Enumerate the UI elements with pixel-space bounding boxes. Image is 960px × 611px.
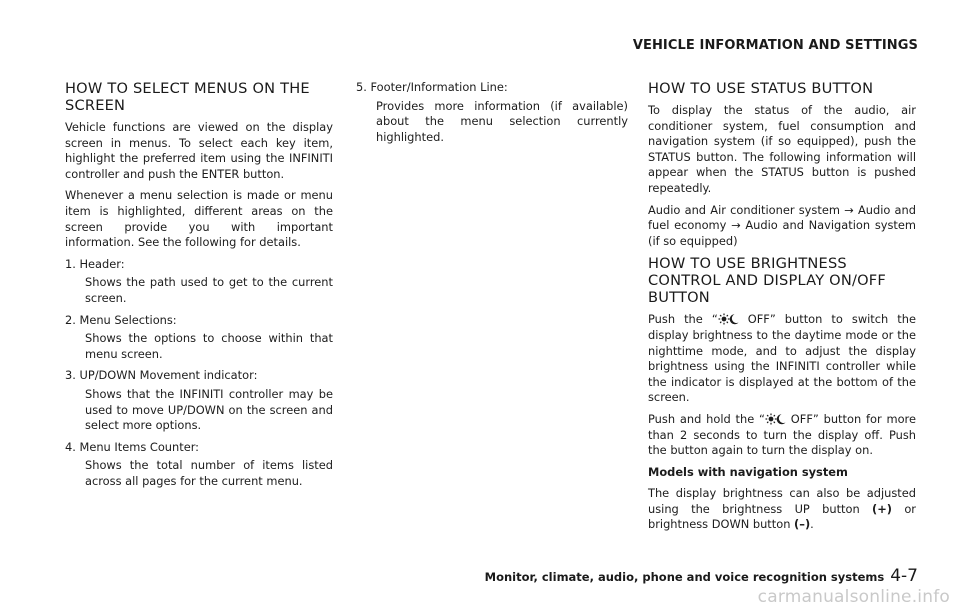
list-item <box>65 313 333 363</box>
list-item <box>65 257 333 307</box>
list-item-desc: Shows the path used to get to the current screen. <box>85 275 333 305</box>
text-run: Push the “ <box>648 312 718 327</box>
list-item-title: 4. Menu Items Counter: <box>65 439 200 454</box>
list-item-title: 3. UP/DOWN Movement indicator: <box>65 368 258 383</box>
list-item <box>65 440 333 490</box>
page-number: 4-7 <box>890 566 918 586</box>
list-item-desc: Shows the options to choose within that menu screen. <box>85 331 333 361</box>
column-middle <box>356 80 628 151</box>
sun-moon-icon <box>718 313 739 325</box>
text-run: Push and hold the “ <box>648 411 765 426</box>
list-item-desc: Shows the total number of items listed across all pages for the current menu. <box>85 458 333 488</box>
section-title: VEHICLE INFORMATION AND SETTINGS <box>632 38 918 53</box>
paragraph <box>648 412 916 459</box>
paragraph <box>648 312 916 406</box>
paragraph: Whenever a menu selection is made or menu item is highlighted, different areas on the screen provide you with important information. See the following for details. <box>65 188 333 250</box>
list-item-title: 1. Header: <box>65 256 125 271</box>
watermark: carmanualsonline.info <box>757 587 950 607</box>
plus-symbol: (+) <box>872 501 892 516</box>
footer-chapter: Monitor, climate, audio, phone and voice recognition systems <box>484 570 885 584</box>
heading-select-menus: HOW TO SELECT MENUS ON THE SCREEN <box>65 80 310 114</box>
list-item-title: 2. Menu Selections: <box>65 312 177 327</box>
list-item <box>65 368 333 433</box>
list-item-desc: Shows that the INFINITI controller may be used to move UP/DOWN on the screen and select more options. <box>85 386 333 433</box>
paragraph: Audio and Air conditioner system → Audio and fuel economy → Audio and Navigation system (if so equipped) <box>648 202 916 248</box>
heading-status-button: HOW TO USE STATUS BUTTON <box>648 80 874 97</box>
column-left <box>65 80 333 495</box>
sun-moon-icon <box>765 413 786 425</box>
minus-symbol: (–) <box>794 517 811 532</box>
heading-brightness-control: HOW TO USE BRIGHTNESS CONTROL AND DISPLAY ON/OFF BUTTON <box>648 255 886 307</box>
paragraph: Vehicle functions are viewed on the display screen in menus. To select each key item, highlight the preferred item using the INFINITI controller and push the ENTER button. <box>65 120 333 181</box>
paragraph <box>648 486 916 533</box>
text-run: The display brightness can also be adjusted using the brightness UP button <box>648 486 916 516</box>
text-run: . <box>810 517 814 532</box>
subheading-navigation: Models with navigation system <box>648 464 848 479</box>
text-run: or brightness DOWN button <box>648 501 916 532</box>
list-item-title: 5. Footer/Information Line: <box>356 80 508 94</box>
column-right <box>648 80 916 539</box>
list-item-desc: Provides more information (if available) about the menu selection currently highlighted. <box>376 98 628 144</box>
list-item <box>356 80 628 145</box>
paragraph: To display the status of the audio, air conditioner system, fuel consumption and navigation system (if so equipped), push the STATUS button. The following information will appear when the STATUS button is pushed repeatedly. <box>648 103 916 195</box>
text-run: OFF” button to switch the display brightness to the daytime mode or the nighttime mode, and to adjust the display brightness using the INFINITI controller while the indicator is displayed at the bottom of the screen. <box>648 312 916 405</box>
text-run: OFF” button for more than 2 seconds to turn the display off. Push the button again to turn the display on. <box>648 411 916 458</box>
page-footer <box>485 566 918 586</box>
